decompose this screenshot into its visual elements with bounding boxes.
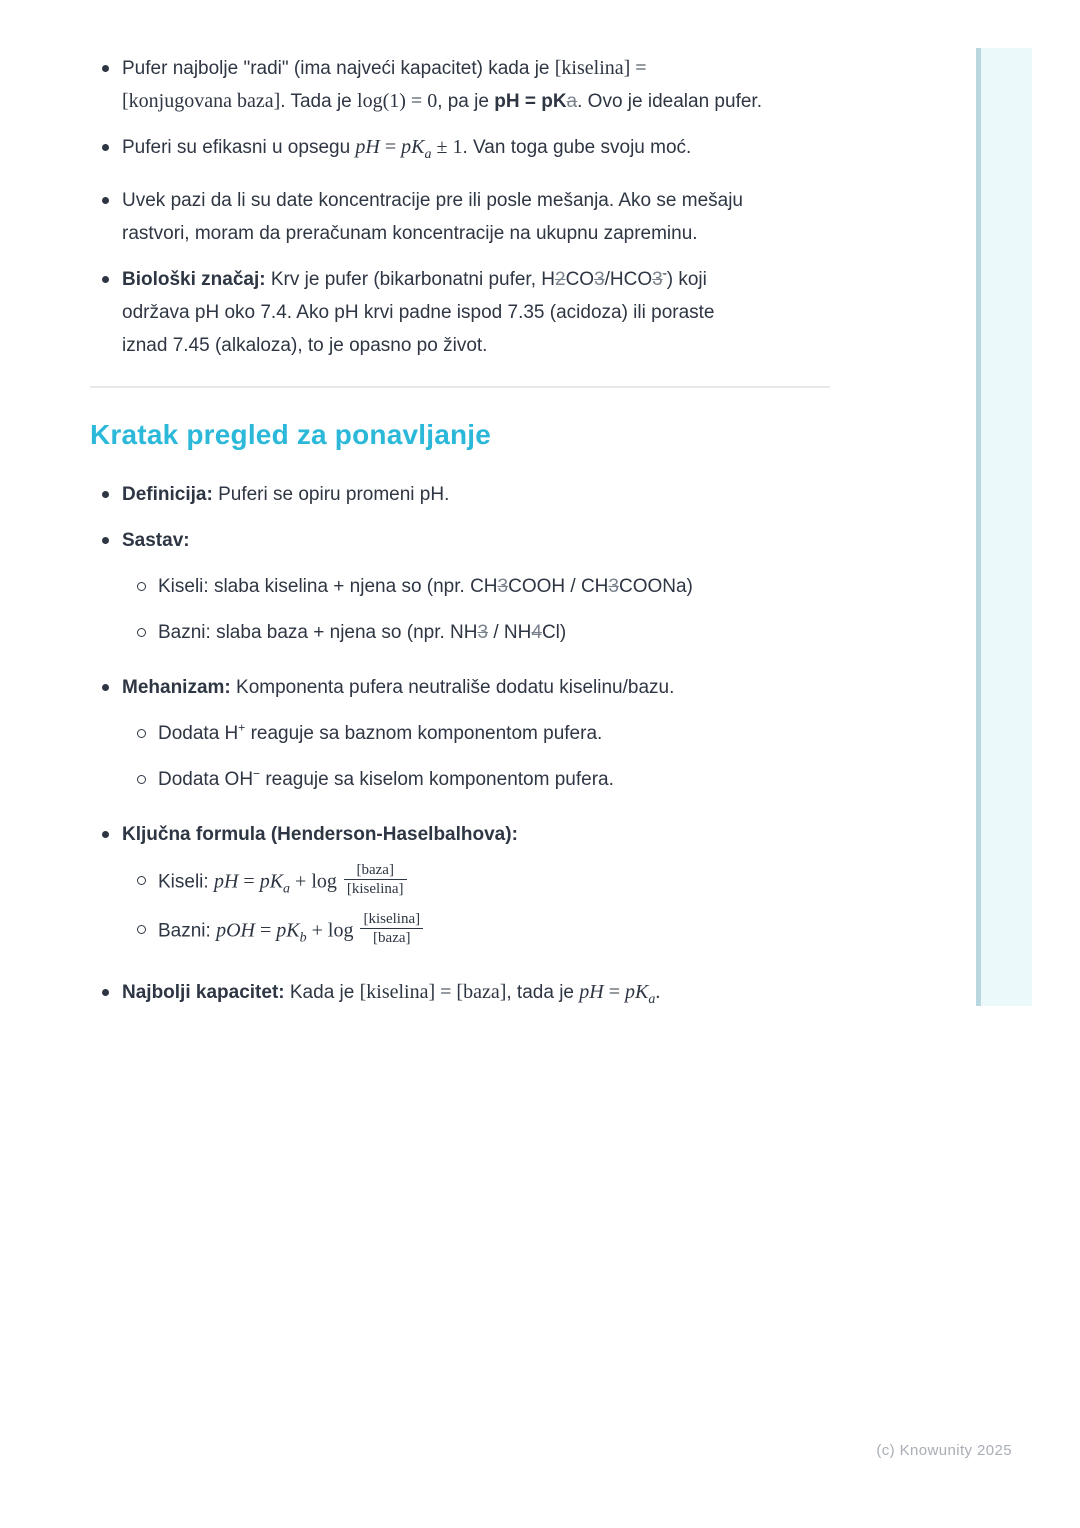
bullet-text: [158, 913, 832, 954]
bullet-text: [158, 616, 832, 649]
text-segment: Bazni: slaba baza + njena so (npr. NH: [158, 621, 478, 643]
text-segment: reaguje sa baznom komponentom pufera.: [245, 722, 603, 744]
text-segment: Definicija:: [122, 483, 213, 505]
bullet-text: [122, 263, 832, 362]
copyright-footer: (c) Knowunity 2025: [876, 1442, 1012, 1459]
disc-marker-icon: [102, 144, 109, 151]
text-segment: pH: [213, 870, 239, 893]
text-segment: Kiseli:: [158, 871, 214, 893]
bullet-marker: [124, 616, 158, 649]
fraction-denominator: [baza]: [373, 930, 411, 947]
text-segment: rastvori, moram da preračunam koncentracije na ukupnu zapreminu.: [122, 222, 698, 244]
text-segment: a: [283, 881, 291, 897]
circle-marker-icon: [137, 876, 146, 885]
bullet-item: [90, 52, 832, 118]
sub-bullet-item: [124, 913, 832, 954]
disc-marker-icon: [102, 65, 109, 72]
text-segment: a: [566, 91, 578, 112]
text-segment: 3: [477, 621, 489, 643]
text-segment: Krv je pufer (bikarbonatni pufer, H: [265, 268, 555, 290]
text-segment: ) koji: [666, 268, 707, 290]
bullet-marker: [90, 131, 122, 171]
text-segment: , pa je: [437, 91, 495, 112]
disc-marker-icon: [102, 537, 109, 544]
text-segment: Uvek pazi da li su date koncentracije pre ili posle mešanja. Ako se mešaju: [122, 189, 743, 211]
text-segment: 3: [608, 575, 619, 597]
bullet-item: [90, 818, 832, 851]
text-segment: Najbolji kapacitet:: [122, 982, 285, 1004]
disc-marker-icon: [102, 491, 109, 498]
bullet-marker: [90, 524, 122, 557]
sub-bullet-item: [124, 570, 832, 603]
text-segment: Ključna formula (Henderson-Haselbalhova):: [122, 823, 518, 845]
disc-marker-icon: [102, 831, 109, 838]
bullet-item: [90, 131, 832, 171]
text-segment: Biološki značaj:: [122, 268, 266, 290]
text-segment: Mehanizam:: [122, 676, 231, 698]
text-segment: , tada je: [506, 982, 580, 1004]
text-segment: Komponenta pufera neutrališe dodatu kiselinu/bazu.: [230, 676, 675, 698]
bullet-marker: [124, 717, 158, 750]
bullet-text: [158, 763, 832, 796]
bullet-marker: [124, 913, 158, 954]
text-segment: pH: [355, 136, 380, 158]
bullet-text: [158, 570, 832, 603]
text-segment: Kratak pregled za ponavljanje: [90, 418, 492, 450]
text-segment: Pufer najbolje "radi" (ima najveći kapacitet) kada je: [122, 58, 555, 79]
text-segment: pOH: [216, 919, 255, 942]
text-segment: pK: [259, 870, 284, 893]
bullet-marker: [90, 478, 122, 511]
disc-marker-icon: [102, 197, 109, 204]
fraction: [344, 861, 407, 898]
text-segment: /HCO: [604, 268, 653, 290]
disc-marker-icon: [102, 684, 109, 691]
section-heading: [90, 416, 832, 454]
circle-marker-icon: [137, 729, 146, 738]
bullet-item: [90, 478, 832, 511]
text-segment: 3: [497, 575, 509, 597]
bullet-marker: [124, 570, 158, 603]
bullet-item: [90, 524, 832, 557]
text-segment: [kiselina] = [baza]: [359, 981, 507, 1004]
bullet-text: [122, 52, 832, 118]
text-segment: / NH: [488, 621, 532, 643]
section-divider: [90, 386, 830, 388]
bullet-text: [122, 671, 832, 704]
text-segment: CO: [565, 268, 595, 290]
fraction-numerator: [kiselina]: [360, 910, 423, 929]
text-segment: =: [254, 919, 277, 942]
text-segment: −: [253, 766, 261, 781]
text-segment: COONa): [618, 575, 693, 597]
text-segment: 3: [594, 268, 605, 290]
text-segment: Kada je: [284, 982, 360, 1004]
text-segment: 4: [531, 621, 542, 643]
page-accent-bar: [976, 48, 1032, 1006]
disc-marker-icon: [102, 276, 109, 283]
text-segment: pK: [401, 136, 425, 158]
bullet-text: [158, 861, 832, 905]
text-segment: a: [424, 146, 432, 162]
text-segment: log(1) = 0: [357, 90, 438, 112]
bullet-text: [122, 818, 832, 851]
text-segment: + log: [306, 919, 359, 942]
text-segment: COOH / CH: [508, 575, 609, 597]
text-segment: [konjugovana baza]: [122, 90, 281, 112]
text-segment: pH = pK: [494, 91, 567, 112]
text-segment: . Van toga gube svoju moć.: [462, 137, 692, 158]
bullet-item: [90, 671, 832, 704]
bullet-item: [90, 263, 832, 362]
bullet-text: [122, 478, 832, 511]
text-segment: .: [655, 981, 661, 1004]
text-segment: Puferi su efikasni u opsegu: [122, 137, 356, 158]
bullet-text: [122, 184, 832, 250]
bullet-marker: [124, 763, 158, 796]
text-segment: [kiselina]: [554, 57, 631, 79]
text-segment: 2: [554, 268, 566, 290]
text-segment: b: [299, 930, 307, 946]
text-segment: =: [379, 136, 402, 158]
text-segment: -: [662, 266, 667, 281]
bullet-marker: [90, 671, 122, 704]
bullet-marker: [90, 52, 122, 118]
text-segment: 3: [652, 268, 663, 290]
text-segment: Dodata OH: [158, 768, 254, 790]
bullet-marker: [90, 184, 122, 250]
text-segment: Sastav:: [122, 529, 190, 551]
fraction: [360, 910, 423, 947]
text-segment: održava pH oko 7.4. Ako pH krvi padne ispod 7.35 (acidoza) ili poraste: [122, 301, 715, 323]
text-segment: iznad 7.45 (alkaloza), to je opasno po život.: [122, 334, 488, 356]
text-segment: Cl): [541, 621, 567, 643]
bullet-marker: [90, 818, 122, 851]
text-segment: a: [648, 992, 656, 1008]
circle-marker-icon: [137, 582, 146, 591]
sub-bullet-item: [124, 616, 832, 649]
note-body: [90, 52, 832, 1029]
text-segment: Kiseli: slaba kiselina + njena so (npr. CH: [158, 575, 498, 597]
disc-marker-icon: [102, 989, 109, 996]
text-segment: Puferi se opiru promeni pH.: [212, 483, 450, 505]
bullet-marker: [90, 976, 122, 1016]
text-segment: reaguje sa kiselom komponentom pufera.: [260, 768, 614, 790]
bullet-item: [90, 976, 832, 1016]
bullet-text: [122, 131, 832, 171]
bullet-marker: [90, 263, 122, 362]
bullet-marker: [124, 864, 158, 905]
bullet-text: [158, 717, 832, 750]
text-segment: +: [238, 720, 246, 735]
text-segment: pK: [276, 919, 300, 942]
text-segment: + log: [290, 870, 342, 893]
text-segment: . Tada je: [280, 91, 358, 112]
text-segment: =: [603, 981, 625, 1004]
bullet-text: [122, 976, 832, 1016]
circle-marker-icon: [137, 775, 146, 784]
fraction-numerator: [baza]: [344, 861, 407, 880]
fraction-denominator: [kiselina]: [346, 880, 404, 897]
sub-bullet-item: [124, 717, 832, 750]
bullet-item: [90, 184, 832, 250]
sub-bullet-item: [124, 763, 832, 796]
text-segment: Dodata H: [158, 722, 239, 744]
text-segment: pK: [625, 981, 649, 1004]
text-segment: =: [630, 57, 647, 79]
text-segment: . Ovo je idealan pufer.: [577, 91, 762, 112]
bullet-text: [122, 524, 832, 557]
circle-marker-icon: [137, 925, 146, 934]
text-segment: Bazni:: [158, 920, 217, 942]
text-segment: ± 1: [431, 136, 463, 158]
text-segment: pH: [579, 981, 604, 1004]
sub-bullet-item: [124, 861, 832, 905]
circle-marker-icon: [137, 628, 146, 637]
text-segment: =: [238, 870, 260, 893]
